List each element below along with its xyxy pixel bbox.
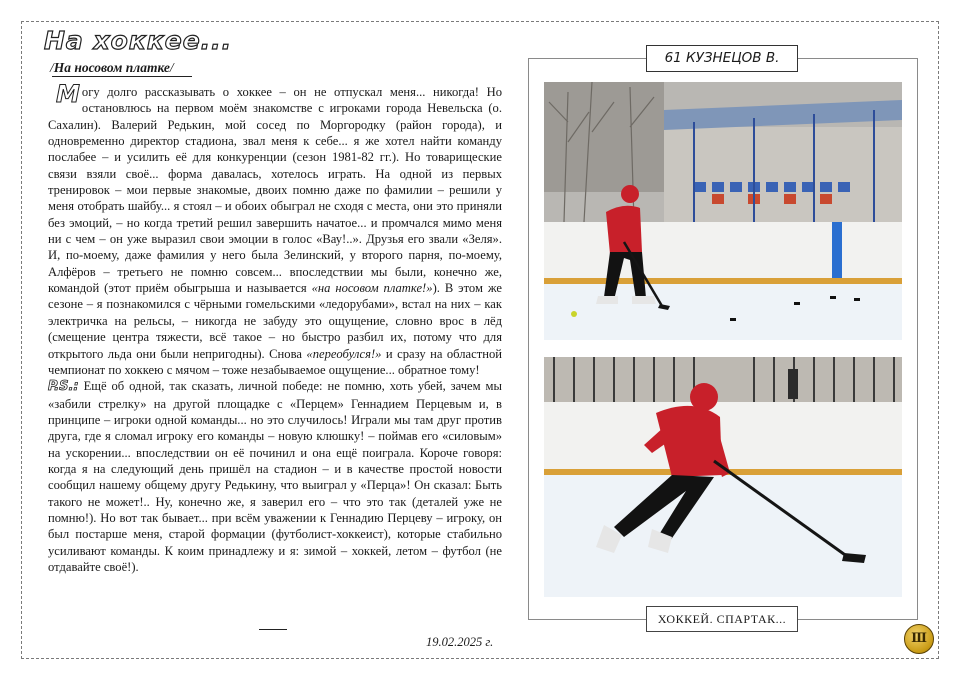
subtitle-underline xyxy=(52,76,192,77)
hockey-photo-top xyxy=(544,82,902,340)
paragraph-1-emphasis: «на носовом платке!» xyxy=(311,281,433,296)
article-body xyxy=(48,80,503,575)
player-name-label: 61 КУЗНЕЦОВ В. xyxy=(646,45,798,72)
subtitle-close-slash: / xyxy=(169,60,174,75)
paragraph-1-middle: ). В этом же сезоне – я познакомился с чёрными гомельскими «ледорубами», встал на них – как электричка на рельсы, – никогда не забуду это ощущение, словно врос в лёд (смещение центра тяжести, всё такое – но быстро разбил их, потому что для открытого льда они были непригодны). Снова xyxy=(48,281,502,361)
hockey-photo-bottom xyxy=(544,357,902,597)
page-subtitle xyxy=(50,60,174,76)
article-date: 19.02.2025 г. xyxy=(426,635,494,649)
paragraph-1 xyxy=(48,80,503,378)
ps-label: P.S.: xyxy=(48,379,79,395)
photo-caption: ХОККЕЙ. СПАРТАК... xyxy=(646,606,798,632)
page-title: На хоккее... xyxy=(44,26,233,55)
subtitle-text: На носовом платке xyxy=(53,60,170,75)
paragraph-1-end: и сразу на областной чемпионат по хоккею с мячом – тоже незабываемое ощущение... обратное тому! xyxy=(48,346,503,377)
paragraph-2 xyxy=(48,378,502,575)
text-end-divider xyxy=(259,629,287,630)
subtitle-open-slash: / xyxy=(50,60,54,75)
paragraph-1-start: огу долго рассказывать о хоккее – он не отпускал меня... никогда! Но остановлюсь на первом моём знакомстве с игроками города Невельска (о. Сахалин). Валерий Редькин, мой сосед по Моргородку (район города), и одновременно директор стадиона, звал меня к себе... я же хотел найти команду послабее – и усилить её для конкуренции (сезон 1981-82 гг.). Но товарищеские связи взяли своё... форма давалась, хотелось играть. На одной из первых тренировок – мои первые знакомые, двоих помню даже по фамилии – решили у меня отобрать шайбу... я стоял – и обоих обыграл не сходя с места, они это приняли без эмоций, – но когда третий решил завершить начатое... и промчался мимо меня ни с чем – он уже выразил свои эмоции в голос «Вау!..». Друзья его звали «Зеля». И, по-моему, даже фамилия у него была Зелинский, у второго парня, по-моему, Алфёров – третьего не помню совсем... впоследствии мы были, конечно же, командой (этот приём обыгрыша и называется xyxy=(48,85,502,296)
hockey-photo-bottom-image xyxy=(544,357,902,597)
paragraph-2-text: Ещё об одной, так сказать, личной победе: не помню, хоть убей, зачем мы «забили стрелку» на другой площадке с «Перцем» Геннадием Перцевым и, в принципе – игроки одной команды... но это случилось! Играли мы там друг против друга, где я сломал игроку его команды – новую клюшку! – поймав его «силовым» на ускорении... впоследствии он её починил и она ещё поиграла. Короче говоря: когда я на следующий день пришёл на стадион – и в качестве простой новости сообщил нашему общему другу Редькину, что выиграл у «Перца»! Он сказал: Быть такого не может!.. Ну, конечно же, я заверил его – что это так (деталей уже не помню!). Но вот так бывает... при всём уважении к Геннадию Перцеву – игроку, он был постарше меня, старой формации (футболист-хоккеист), которые стабильно усиливают команды. К коим принадлежу и я: зимой – хоккей, летом – футбол (не отдавайте своё!). xyxy=(48,379,502,574)
paragraph-1-emphasis-2: «переобулся!» xyxy=(306,346,382,361)
drop-cap: М xyxy=(56,80,80,108)
hockey-photo-top-image xyxy=(544,82,902,340)
page-number-badge[interactable]: Ⅲ xyxy=(904,624,934,654)
